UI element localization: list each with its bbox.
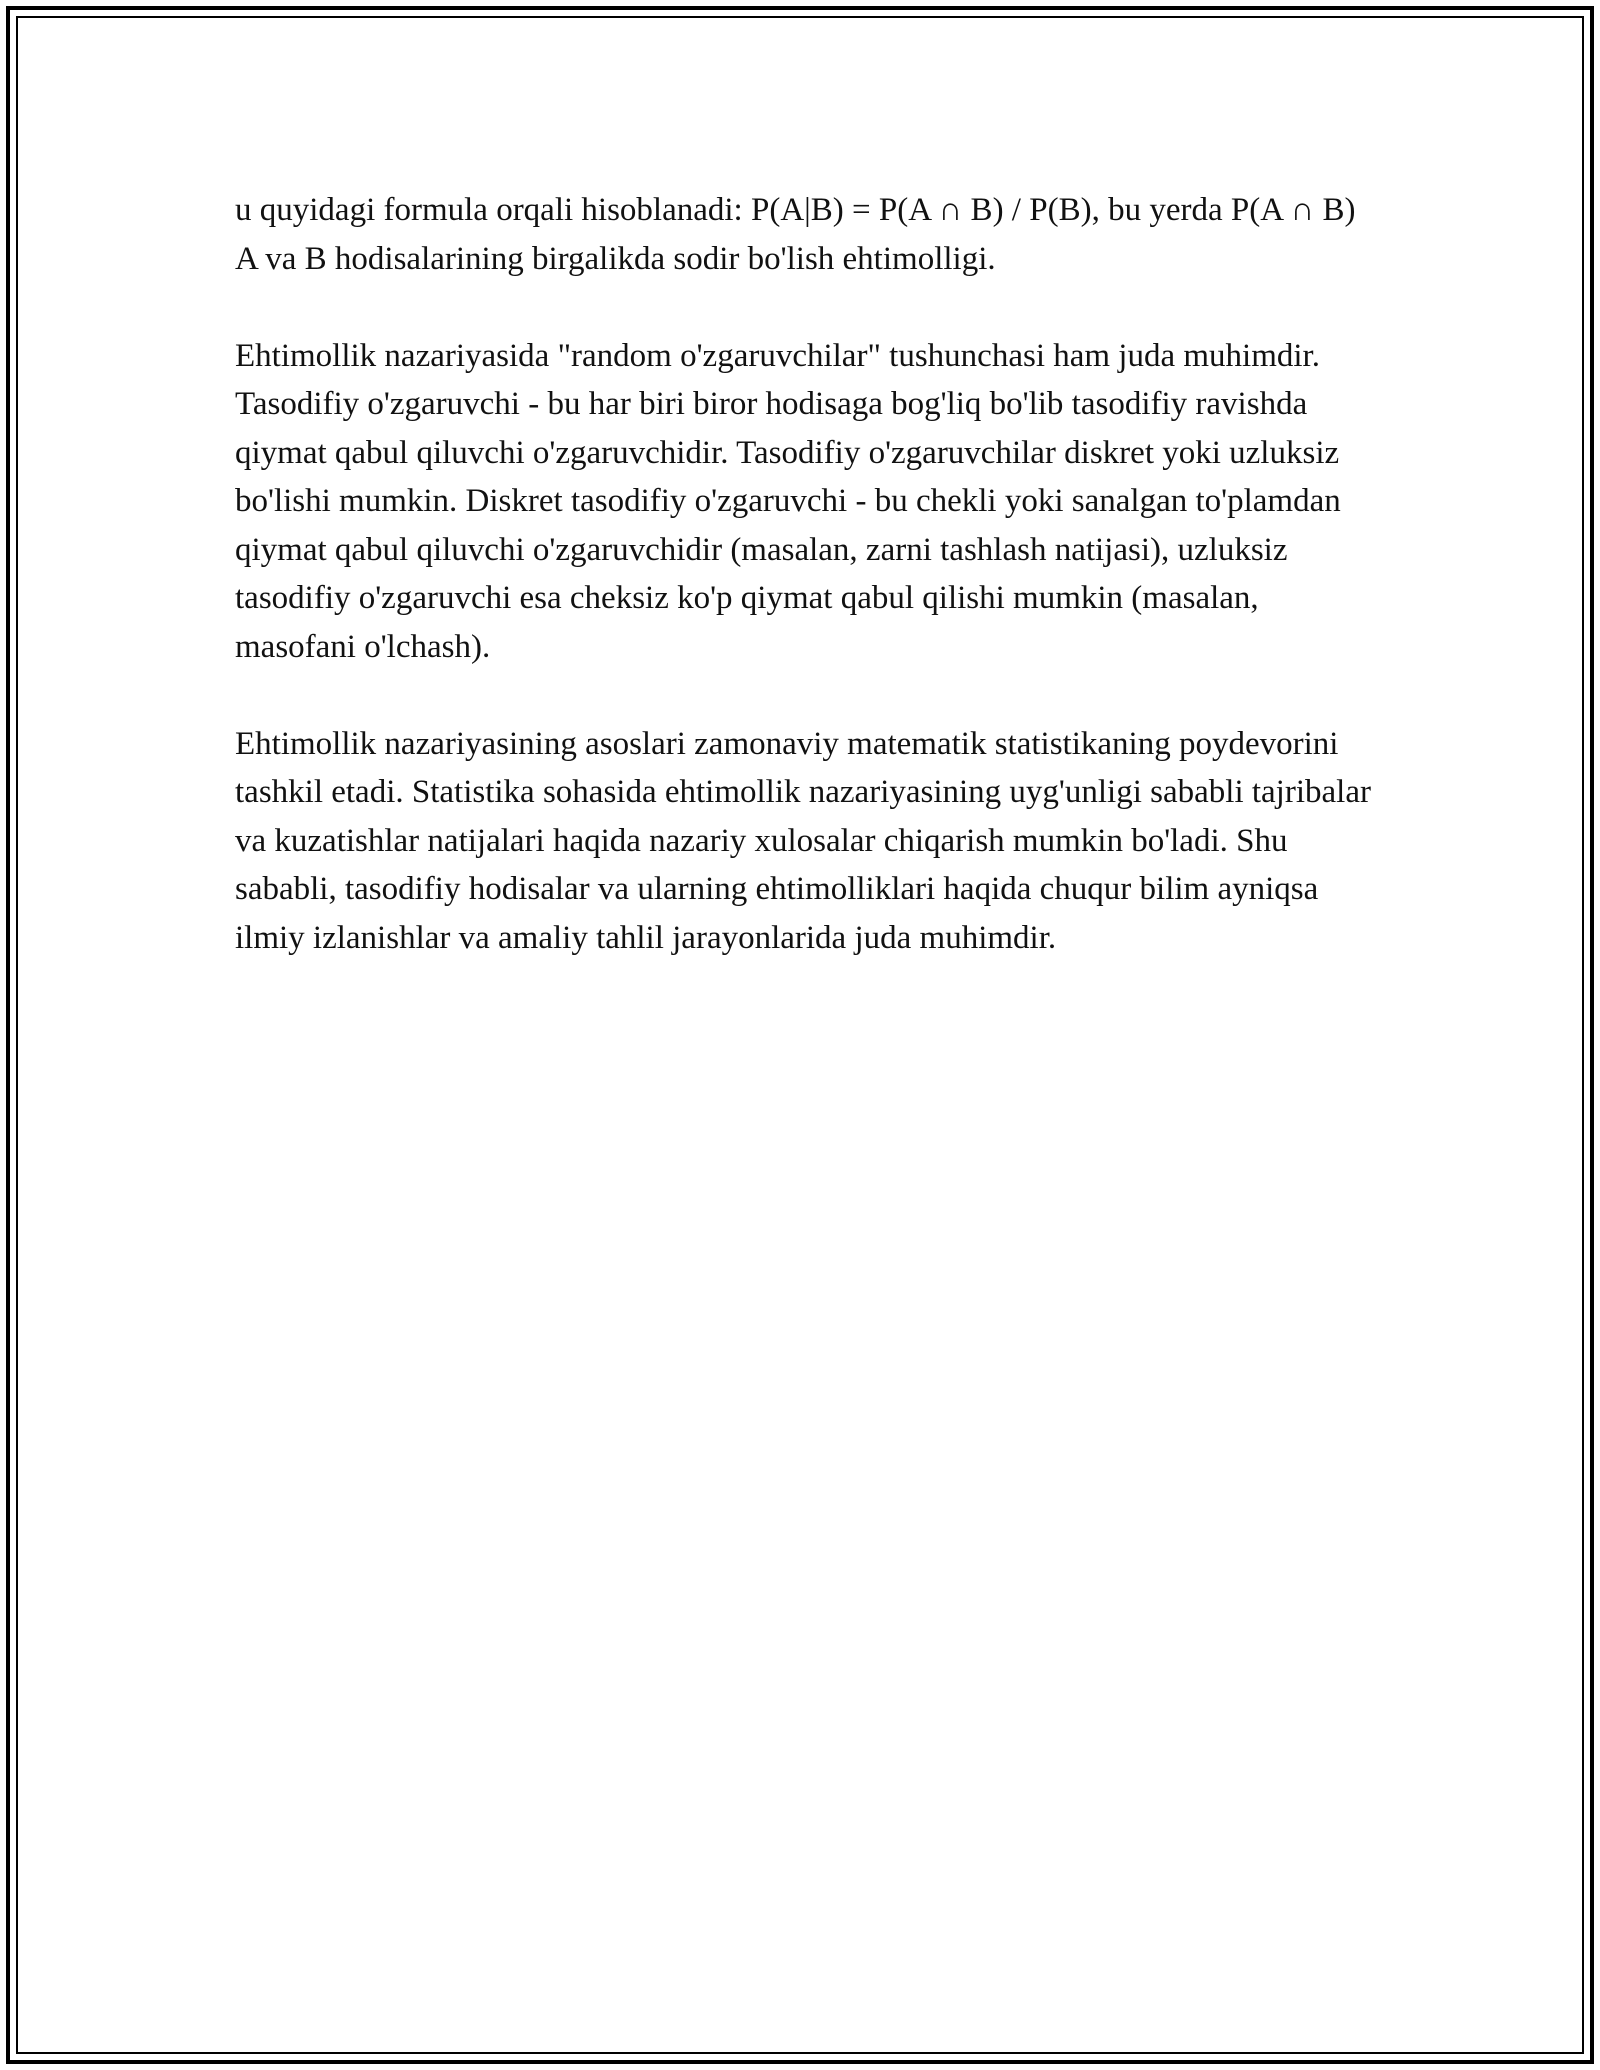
paragraph-statistics-foundations: Ehtimollik nazariyasining asoslari zamonaviy matematik statistikaning poydevorini tashkil etadi. Statistika sohasida ehtimollik nazariyasining uyg'unligi sababli tajribalar va kuzatishlar natijalari haqida nazariy xulosalar chiqarish mumkin bo'ladi. Shu sababli, tasodifiy hodisalar va ularning ehtimolliklari haqida chuqur bilim ayniqsa ilmiy izlanishlar va amaliy tahlil jarayonlarida juda muhimdir. (235, 725, 1371, 956)
paragraph-random-variables: Ehtimollik nazariyasida "random o'zgaruvchilar" tushunchasi ham juda muhimdir. Tasodifiy o'zgaruvchi - bu har biri biror hodisaga bog'liq bo'lib tasodifiy ravishda qiymat qabul qiluvchi o'zgaruvchidir. Tasodifiy o'zgaruvchilar diskret yoki uzluksiz bo'lishi mumkin. Diskret tasodifiy o'zgaruvchi - bu chekli yoki sanalgan to'plamdan qiymat qabul qiluvchi o'zgaruvchidir (masalan, zarni tashlash natijasi), uzluksiz tasodifiy o'zgaruvchi esa cheksiz ko'p qiymat qabul qilishi mumkin (masalan, masofani o'lchash). (235, 337, 1341, 665)
document-body (235, 186, 1375, 1011)
paragraph-conditional-probability: u quyidagi formula orqali hisoblanadi: P(A|B) = P(A ∩ B) / P(B), bu yerda P(A ∩ B) A va B hodisalarining birgalikda sodir bo'lish ehtimolligi. (235, 192, 1356, 277)
